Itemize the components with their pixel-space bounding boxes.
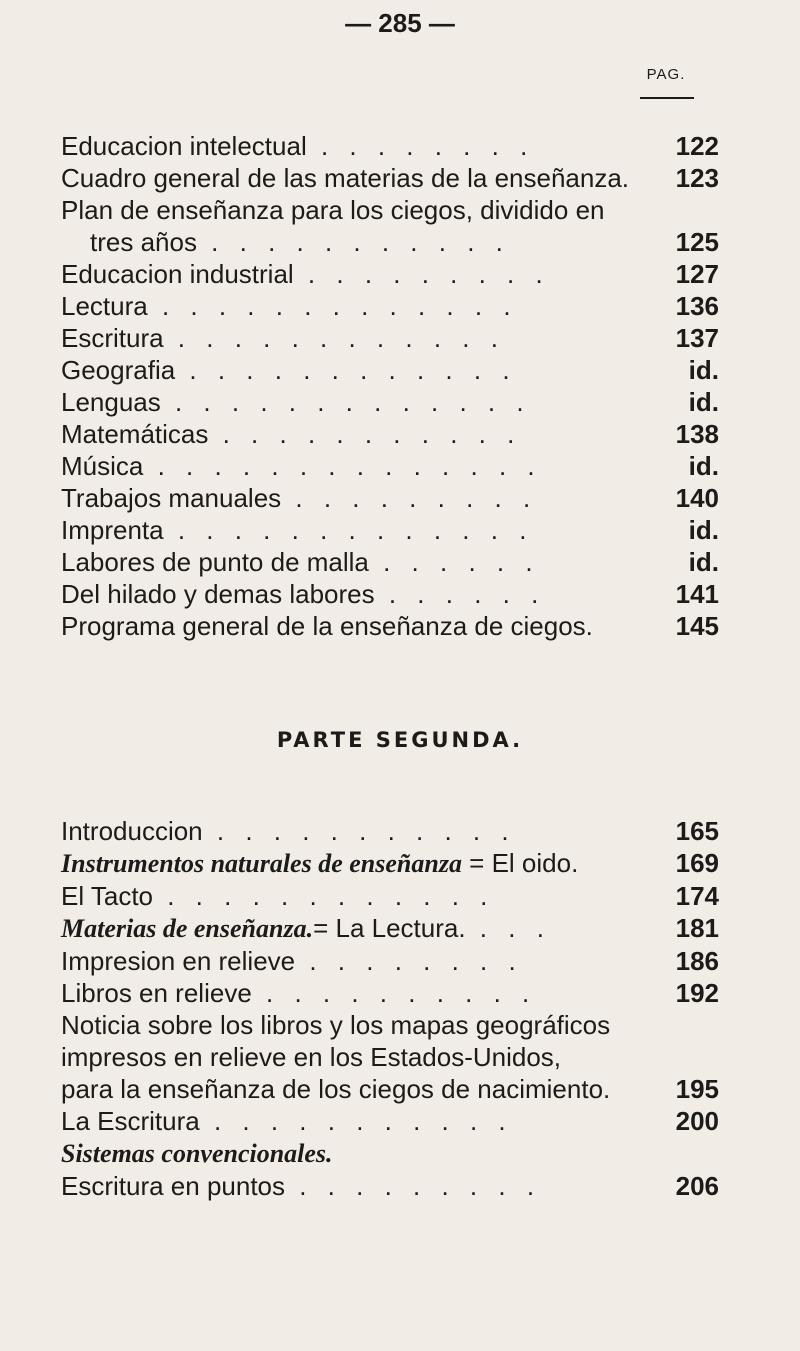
toc-page-number: 195 [675, 1074, 719, 1104]
toc-entry-title: Lectura [61, 291, 148, 321]
toc-page-number: 192 [675, 978, 719, 1008]
toc-entry [61, 546, 719, 578]
toc-entry-title: Plan de enseñanza para los ciegos, dividido en [61, 195, 605, 225]
pag-column-label: PAG. [646, 66, 686, 83]
toc-entry [61, 162, 719, 194]
toc-entry-title: El Tacto [61, 881, 154, 911]
toc-entry-title: Del hilado y demas labores [61, 579, 375, 609]
toc-page-number: id. [688, 515, 719, 545]
toc-entry [61, 226, 719, 258]
toc-entry-italic: Materias de enseñanza. [61, 914, 314, 943]
toc-page-number: 122 [675, 131, 719, 161]
toc-entry [61, 912, 719, 945]
toc-leader-dots: . . . . . . [368, 547, 540, 577]
toc-entry [61, 847, 719, 880]
toc-page-number: 127 [675, 259, 719, 289]
toc-entry [61, 514, 719, 546]
toc-leader-dots: . . . . . . . . . [293, 259, 550, 289]
toc-entry-title: para la enseñanza de los ciegos de nacimiento. [61, 1074, 611, 1104]
toc-page-number: id. [688, 355, 719, 385]
toc-leader-dots: . . . . . . . . . . . [199, 1106, 513, 1136]
toc-entry [61, 945, 719, 977]
toc-entry [61, 322, 719, 354]
toc-entry-title: Cuadro general de las materias de la enseñanza. [61, 163, 630, 193]
toc-entry-title-suffix: = La Lectura. [313, 913, 466, 943]
toc-entry-title: Libros en relieve [61, 978, 252, 1008]
toc-leader-dots: . . . . . . . . . . . [196, 227, 510, 257]
toc-entry [61, 880, 719, 912]
toc-page-number: 200 [675, 1106, 719, 1136]
toc-page-number: 165 [675, 816, 719, 846]
toc-leader-dots: . . . . . . . . . . . . [163, 323, 505, 353]
toc-page-number: 125 [675, 227, 719, 257]
toc-leader-dots: . . . . . . . . . [281, 483, 538, 513]
toc-entry [61, 450, 719, 482]
toc-page-number: 138 [675, 419, 719, 449]
toc-entry-title: Impresion en relieve [61, 946, 296, 976]
toc-page-number: id. [688, 547, 719, 577]
toc-page-number: 186 [675, 946, 719, 976]
toc-entry-title: impresos en relieve en los Estados-Unidos, [61, 1042, 562, 1072]
toc-entry-italic: Instrumentos naturales de enseñanza [61, 849, 462, 878]
toc-entry-title: Geografia [61, 355, 176, 385]
toc-page-number: 140 [675, 483, 719, 513]
toc-entry [61, 1073, 719, 1105]
toc-entry [61, 418, 719, 450]
toc-entry-title: Labores de punto de malla [61, 547, 369, 577]
toc-entry [61, 130, 719, 162]
toc-entry-title-suffix: = El oido. [461, 848, 579, 878]
toc-page-number: id. [688, 387, 719, 417]
toc-page-number: 136 [675, 291, 719, 321]
toc-entry-title: Educacion industrial [61, 259, 294, 289]
toc-entry [61, 977, 719, 1009]
toc-leader-dots: . . . . . . [374, 579, 546, 609]
toc-entry-title: tres años [90, 227, 197, 257]
toc-entry-title: La Escritura [61, 1106, 200, 1136]
toc-entry [61, 354, 719, 386]
toc-leader-dots: . . . . . . . . . . . . . [147, 291, 518, 321]
toc-leader-dots: . . . . . . . . . . . [202, 816, 516, 846]
toc-entry-title: Escritura en puntos [61, 1171, 286, 1201]
toc-entry [61, 258, 719, 290]
toc-leader-dots: . . . . . . . . . . . . [175, 355, 517, 385]
toc-entry [61, 815, 719, 847]
toc-leader-dots: . . . [465, 913, 551, 943]
toc-leader-dots: . . . . . . . . [295, 946, 523, 976]
toc-page-number: 145 [675, 611, 719, 641]
toc-leader-dots: . . . . . . . . . . . . . [163, 515, 534, 545]
toc-leader-dots: . . . . . . . . [306, 131, 535, 161]
toc-leader-dots: . . . . . . . . . . [251, 978, 537, 1008]
toc-entry [61, 610, 719, 642]
toc-entry-title: Introduccion [61, 816, 203, 846]
toc-leader-dots: . . . . . . . . . . . . [153, 881, 495, 911]
toc-entry [61, 290, 719, 322]
toc-page-number: 137 [675, 323, 719, 353]
toc-page-number: 123 [675, 163, 719, 193]
toc-entry [61, 386, 719, 418]
toc-entry-title: Lenguas [61, 387, 161, 417]
toc-entry-title: Noticia sobre los libros y los mapas geográficos [61, 1010, 611, 1040]
pag-underline [640, 97, 694, 99]
toc-page-number: 206 [675, 1171, 719, 1201]
page-number: — 285 — [345, 8, 455, 38]
toc-entry-title: Programa general de la enseñanza de ciegos. [61, 611, 593, 641]
toc-entry-title: Matemáticas [61, 419, 209, 449]
toc-leader-dots: . . . . . . . . . . . [208, 419, 522, 449]
toc-entry-title: Educacion intelectual [61, 131, 307, 161]
section-heading: PARTE SEGUNDA. [276, 728, 524, 752]
toc-entry [61, 1137, 719, 1170]
toc-leader-dots: . . . . . . . . . [285, 1171, 542, 1201]
toc-part-2 [61, 815, 719, 1202]
toc-leader-dots: . . . . . . . . . . . . . . [143, 451, 542, 481]
toc-entry-title: Trabajos manuales [61, 483, 282, 513]
toc-entry [61, 482, 719, 514]
toc-page-number: id. [688, 451, 719, 481]
toc-entry [61, 1170, 719, 1202]
toc-entry [61, 578, 719, 610]
toc-entry [61, 1105, 719, 1137]
toc-entry-title: Escritura [61, 323, 164, 353]
toc-page-number: 174 [675, 881, 719, 911]
toc-part-1 [61, 130, 719, 642]
toc-entry [61, 1009, 719, 1041]
toc-page-number: 181 [675, 913, 719, 943]
toc-leader-dots: . . . . . . . . . . . . . [160, 387, 531, 417]
toc-entry [61, 1041, 719, 1073]
toc-entry [61, 194, 719, 226]
toc-entry-title: Música [61, 451, 144, 481]
toc-entry-title: Imprenta [61, 515, 164, 545]
toc-page-number: 169 [675, 848, 719, 878]
toc-entry-italic: Sistemas convencionales. [61, 1139, 333, 1168]
toc-page-number: 141 [675, 579, 719, 609]
